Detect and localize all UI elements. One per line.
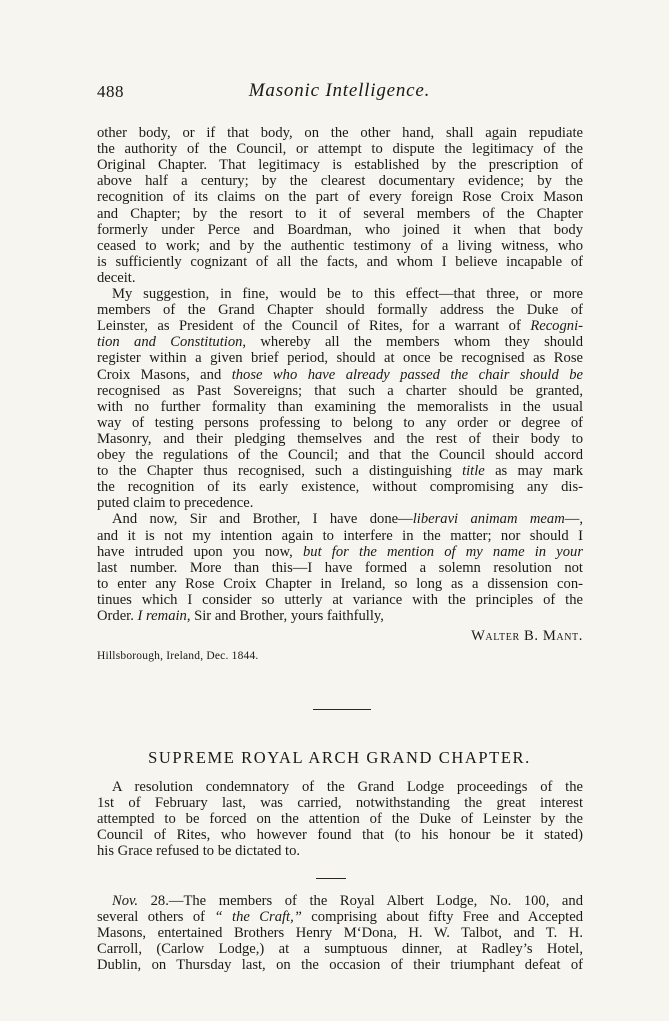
- letter-line: tion and Constitution, whereby all the members whom they should: [97, 334, 583, 351]
- letter-line: above half a century; by the clearest documentary evidence; by the: [97, 173, 583, 190]
- letter-line: Order. I remain, Sir and Brother, yours faithfully,: [97, 608, 384, 624]
- section-line: his Grace refused to be dictated to.: [97, 843, 301, 860]
- letter-line: and Chapter; by the resort to it of several members of the Chapter: [97, 205, 583, 222]
- news-line: Carroll, (Carlow Lodge,) at a sumptuous dinner, at Radley’s Hotel,: [97, 941, 583, 958]
- section-line: Council of Rites, who however found that (to his honour be it stated): [97, 827, 583, 844]
- letter-line: other body, or if that body, on the other hand, shall again repudiate: [97, 125, 583, 141]
- letter-line: and it is not my intention again to interfere in the matter; nor should I: [97, 527, 583, 544]
- running-title: Masonic Intelligence.: [248, 80, 431, 101]
- letter-line: the recognition of its early existence, without compromising any dis-: [97, 479, 583, 496]
- letter-line: with no further formality than examining the memoralists in the usual: [97, 398, 583, 415]
- letter-line: Croix Masons, and those who have already passed the chair should be: [97, 366, 583, 383]
- news-line: Dublin, on Thursday last, on the occasion of their triumphant defeat of: [97, 957, 583, 974]
- news-line: Nov. 28.—The members of the Royal Albert Lodge, No. 100, and: [112, 893, 583, 909]
- letter-line: to enter any Rose Croix Chapter in Ireland, so long as a dissension con-: [97, 575, 583, 592]
- section-line: A resolution condemnatory of the Grand Lodge proceedings of the: [112, 779, 583, 795]
- letter-line: My suggestion, in fine, would be to this effect—that three, or more: [112, 286, 583, 302]
- letter-line: And now, Sir and Brother, I have done—liberavi animam meam—,: [112, 511, 583, 528]
- letter-line: deceit.: [97, 269, 136, 286]
- dateline: Hillsborough, Ireland, Dec. 1844.: [97, 650, 259, 662]
- news-line: several others of “ the Craft,” comprising about fifty Free and Accepted: [97, 909, 583, 926]
- letter-line: obey the regulations of the Council; and that the Council should accord: [97, 447, 583, 463]
- page-number: 488: [97, 82, 124, 101]
- paragraph-divider-rule: [316, 878, 346, 879]
- letter-line: way of testing persons professing to belong to any order or degree of: [97, 414, 583, 431]
- letter-line: have intruded upon you now, but for the mention of my name in your: [97, 543, 583, 560]
- letter-line: Original Chapter. That legitimacy is established by the prescription of: [97, 157, 583, 174]
- letter-line: formerly under Perce and Boardman, who joined it when that body: [97, 221, 583, 238]
- letter-line: Leinster, as President of the Council of Rites, for a warrant of Recogni-: [97, 318, 583, 335]
- letter-line: register within a given brief period, should at once be recognised as Rose: [97, 350, 583, 367]
- section-line: 1st of February last, was carried, notwithstanding the great interest: [97, 795, 583, 812]
- section-title: SUPREME ROYAL ARCH GRAND CHAPTER.: [148, 748, 531, 767]
- letter-line: ceased to work; and by the authentic testimony of a living witness, who: [97, 237, 583, 254]
- section-line: attempted to be forced on the attention of the Duke of Leinster by the: [97, 811, 583, 828]
- letter-line: recognition of its claims on the part of every foreign Rose Croix Mason: [97, 189, 583, 206]
- letter-line: tinues which I consider so utterly at variance with the principles of the: [97, 591, 583, 608]
- letter-line: members of the Grand Chapter should formally address the Duke of: [97, 302, 583, 319]
- letter-line: puted claim to precedence.: [97, 495, 254, 512]
- letter-line: the authority of the Council, or attempt to dispute the legitimacy of the: [97, 141, 583, 158]
- letter-line: recognised as Past Sovereigns; that such a charter should be granted,: [97, 382, 583, 399]
- signature: Walter B. Mant.: [471, 628, 583, 644]
- news-line: Masons, entertained Brothers Henry M‘Dona, H. W. Talbot, and T. H.: [97, 925, 583, 942]
- section-divider-rule: [313, 709, 371, 710]
- letter-line: to the Chapter thus recognised, such a distinguishing title as may mark: [97, 463, 583, 480]
- letter-line: Masonry, and their pledging themselves and the rest of their body to: [97, 430, 583, 447]
- letter-line: last number. More than this—I have formed a solemn resolution not: [97, 559, 583, 576]
- letter-line: is sufficiently cognizant of all the facts, and whom I believe incapable of: [97, 253, 583, 270]
